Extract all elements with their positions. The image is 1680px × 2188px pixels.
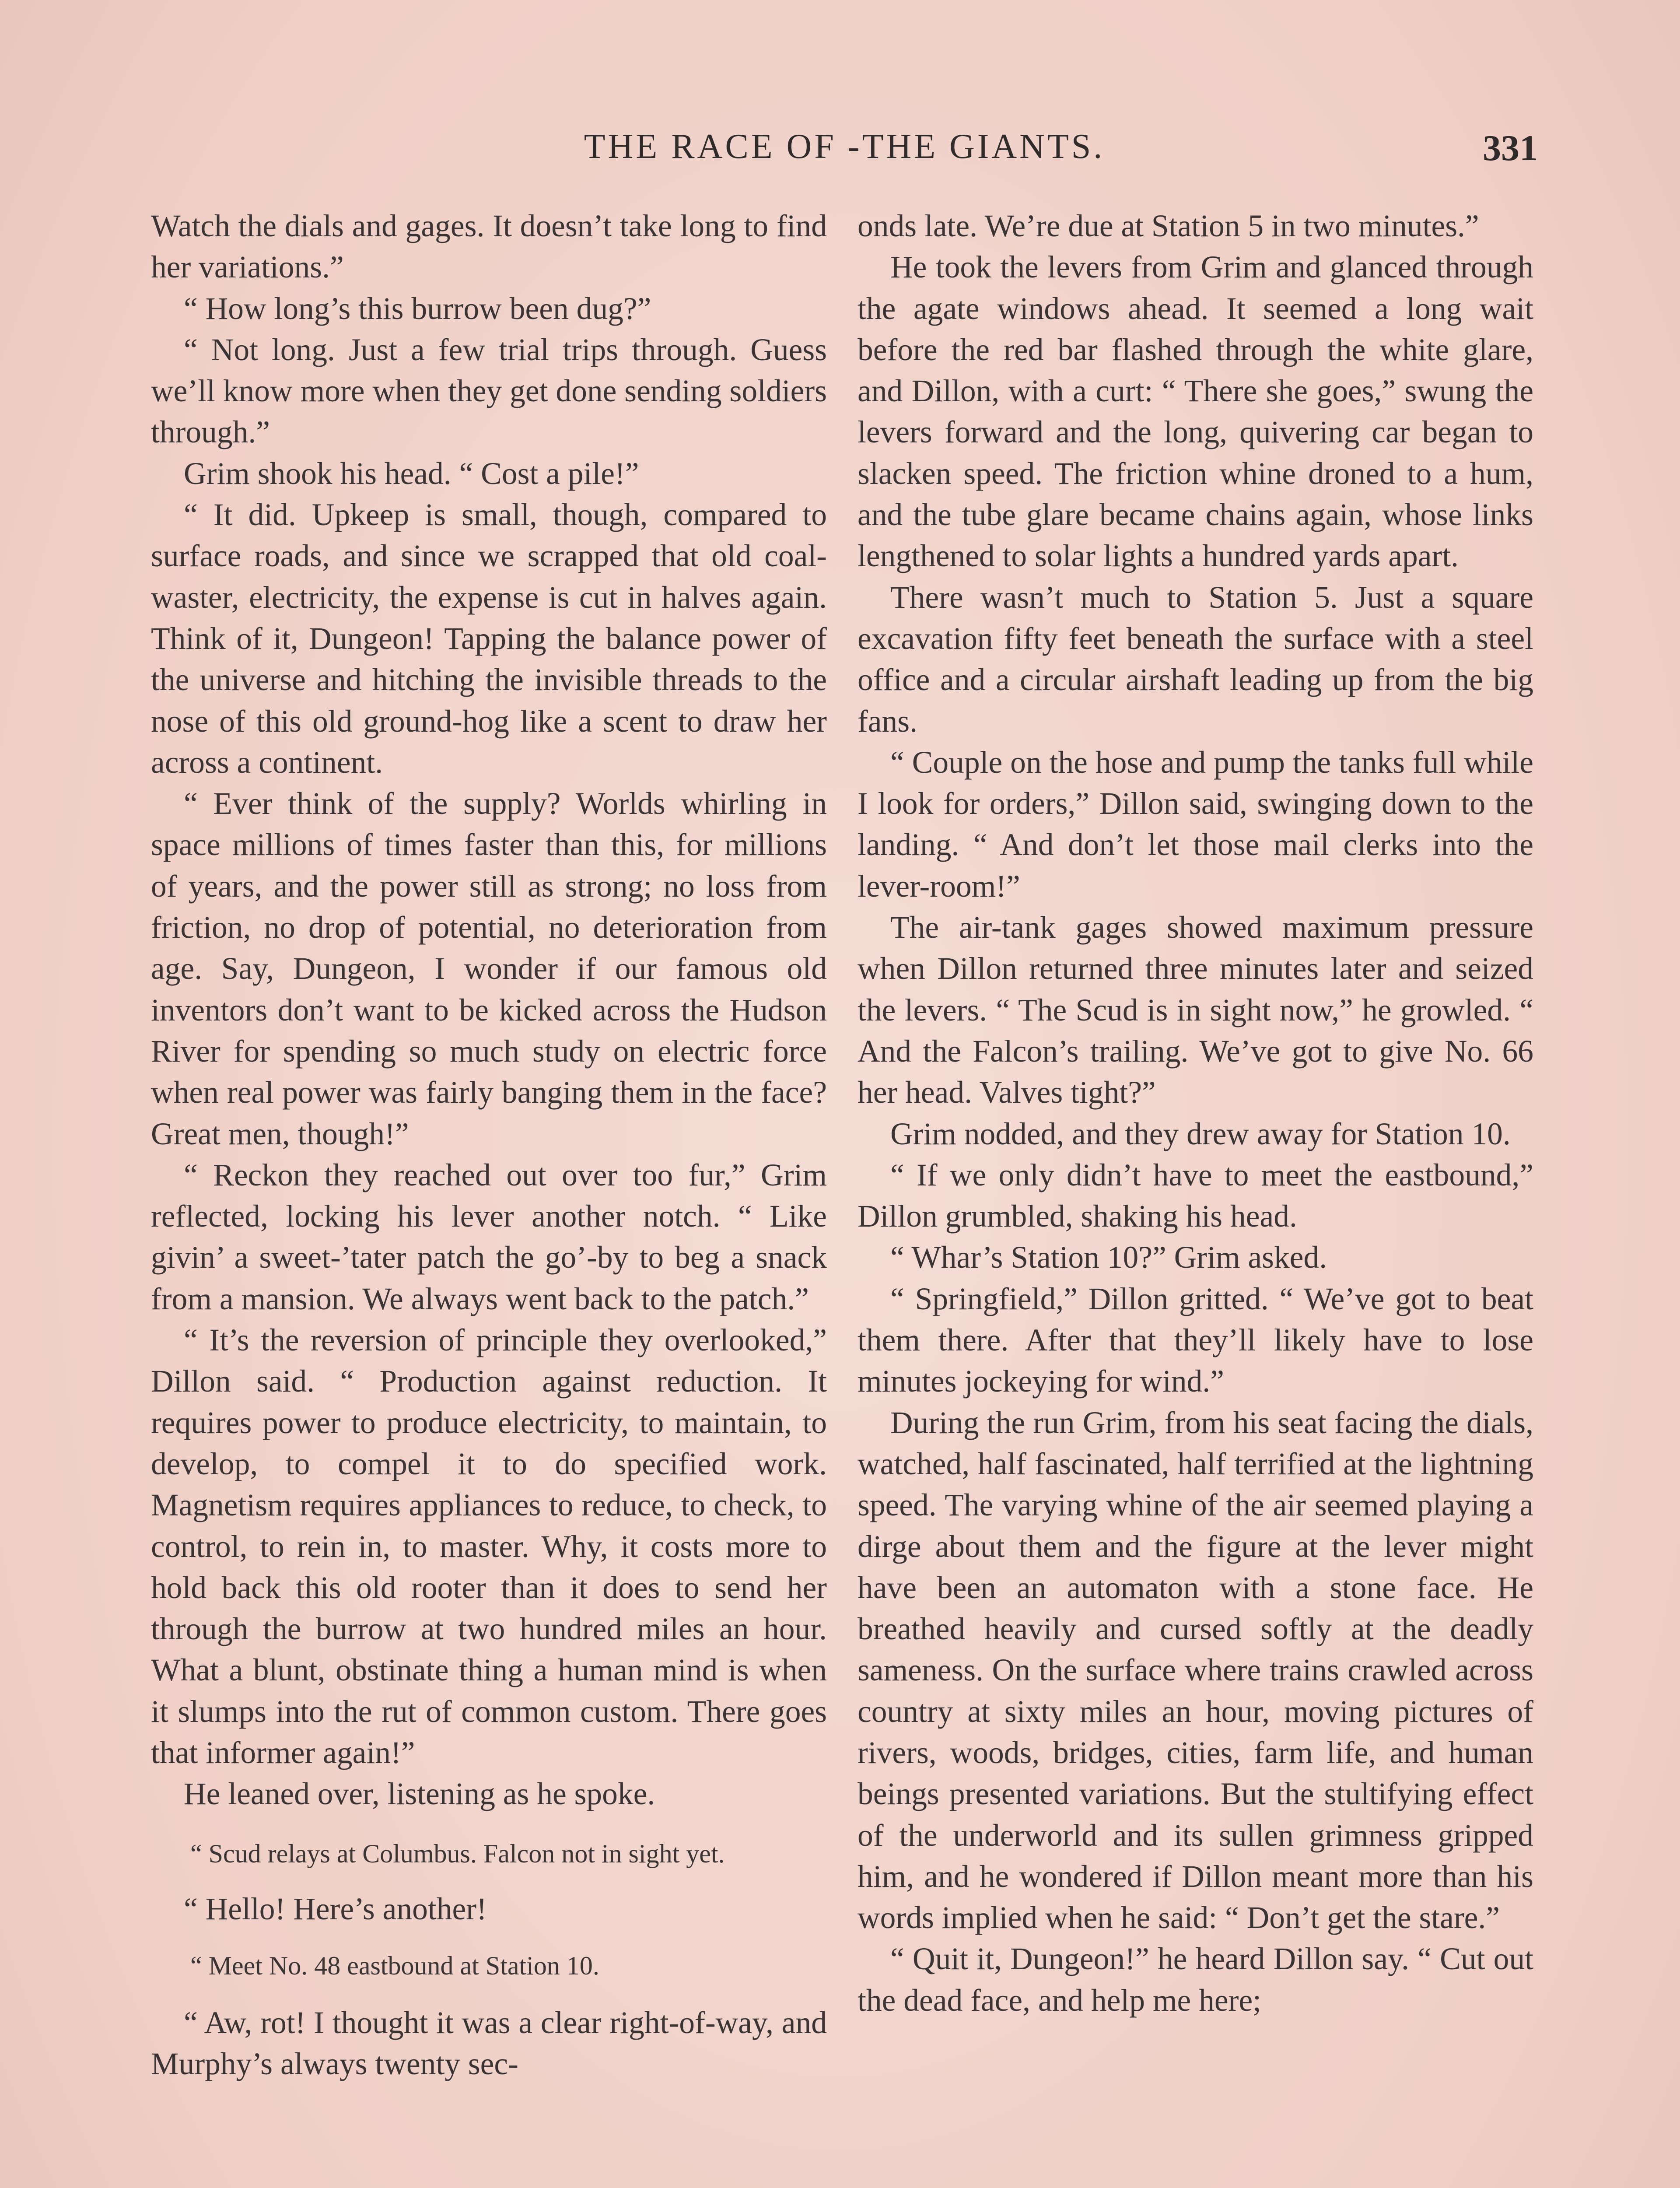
paragraph: “ It did. Upkeep is small, though, compared to surface roads, and since we scrapped that old coal-waster, electricity, the expense is cut in halves again. Think of it, Dungeon! Tapping the balance power of the universe and hitching the invisible threads to the nose of this old ground-hog like a scent to draw her across a continent. [151, 498, 827, 780]
paragraph: “ Whar’s Station 10?” Grim asked. [890, 1240, 1327, 1275]
right-column [858, 206, 1533, 2021]
paragraph: He leaned over, listening as he spoke. [184, 1777, 655, 1812]
paragraph: “ How long’s this burrow been dug?” [184, 291, 651, 326]
paragraph: “ Quit it, Dungeon!” he heard Dillon say. “ Cut out the dead face, and help me here; [858, 1942, 1533, 2018]
telegraph-message: “ Scud relays at Columbus. Falcon not in sight yet. [190, 1839, 725, 1868]
paragraph: Grim shook his head. “ Cost a pile!” [184, 456, 639, 491]
paragraph: During the run Grim, from his seat facing the dials, watched, half fascinated, half terrified at the lightning speed. The varying whine of the air seemed playing a dirge about them and the figure at the lever might have been an automaton with a stone face. He breathed heavily and cursed softly at the deadly sameness. On the surface where trains crawled across country at sixty miles an hour, moving pictures of rivers, woods, bridges, cities, farm life, and human beings presented variations. But the stultifying effect of the underworld and its sullen grimness gripped him, and he wondered if Dillon meant more than his words implied when he said: “ Don’t get the stare.” [858, 1405, 1533, 1936]
paragraph: He took the levers from Grim and glanced through the agate windows ahead. It seemed a long wait before the red bar flashed through the white glare, and Dillon, with a curt: “ There she goes,” swung the levers forward and the long, quivering car began to slacken speed. The friction whine droned to a hum, and the tube glare became chains again, whose links lengthened to solar lights a hundred yards apart. [858, 250, 1533, 574]
running-title: THE RACE OF -THE GIANTS. [584, 127, 1105, 166]
paragraph: “ Springfield,” Dillon gritted. “ We’ve got to beat them there. After that they’ll likely have to lose minutes jockeying for wind.” [858, 1281, 1533, 1399]
paragraph: onds late. We’re due at Station 5 in two minutes.” [858, 209, 1479, 243]
paragraph: Grim nodded, and they drew away for Station 10. [890, 1116, 1511, 1151]
paragraph: There wasn’t much to Station 5. Just a square excavation fifty feet beneath the surface with a steel office and a circular airshaft leading up from the big fans. [858, 580, 1533, 739]
paragraph: The air-tank gages showed maximum pressure when Dillon returned three minutes later and seized the levers. “ The Scud is in sight now,” he growled. “ And the Falcon’s trailing. We’ve got to give No. 66 her head. Valves tight?” [858, 910, 1533, 1110]
paragraph: “ If we only didn’t have to meet the eastbound,” Dillon grumbled, shaking his head. [858, 1157, 1533, 1234]
telegraph-message: “ Meet No. 48 eastbound at Station 10. [190, 1951, 599, 1980]
page-header [151, 127, 1538, 175]
paragraph: “ Aw, rot! I thought it was a clear right-of-way, and Murphy’s always twenty sec- [151, 2005, 827, 2082]
paragraph: “ Reckon they reached out over too fur,” Grim reflected, locking his lever another notch. “ Like givin’ a sweet-’tater patch the go’-by to beg a snack from a mansion. We always went back to the patch.” [151, 1157, 827, 1316]
paragraph: “ It’s the reversion of principle they overlooked,” Dillon said. “ Production against reduction. It requires power to produce electricity, to maintain, to develop, to compel it to do specified work. Magnetism requires appliances to reduce, to check, to control, to rein in, to master. Why, it costs more to hold back this old rooter than it does to send her through the burrow at two hundred miles an hour. What a blunt, obstinate thing a human mind is when it slumps into the rut of common custom. There goes that informer again!” [151, 1323, 827, 1770]
page-number: 331 [1483, 128, 1538, 168]
paragraph: “ Not long. Just a few trial trips through. Guess we’ll know more when they get done sending soldiers through.” [151, 332, 827, 450]
paragraph: “ Hello! Here’s another! [184, 1891, 487, 1926]
left-column [151, 206, 827, 2085]
paragraph: Watch the dials and gages. It doesn’t take long to find her variations.” [151, 209, 827, 285]
paragraph: “ Ever think of the supply? Worlds whirling in space millions of times faster than this, for millions of years, and the power still as strong; no loss from friction, no drop of potential, no deterioration from age. Say, Dungeon, I wonder if our famous old inventors don’t want to be kicked across the Hudson River for spending so much study on electric force when real power was fairly banging them in the face? Great men, though!” [151, 786, 827, 1151]
paragraph: “ Couple on the hose and pump the tanks full while I look for orders,” Dillon said, swinging down to the landing. “ And don’t let those mail clerks into the lever-room!” [858, 745, 1533, 904]
